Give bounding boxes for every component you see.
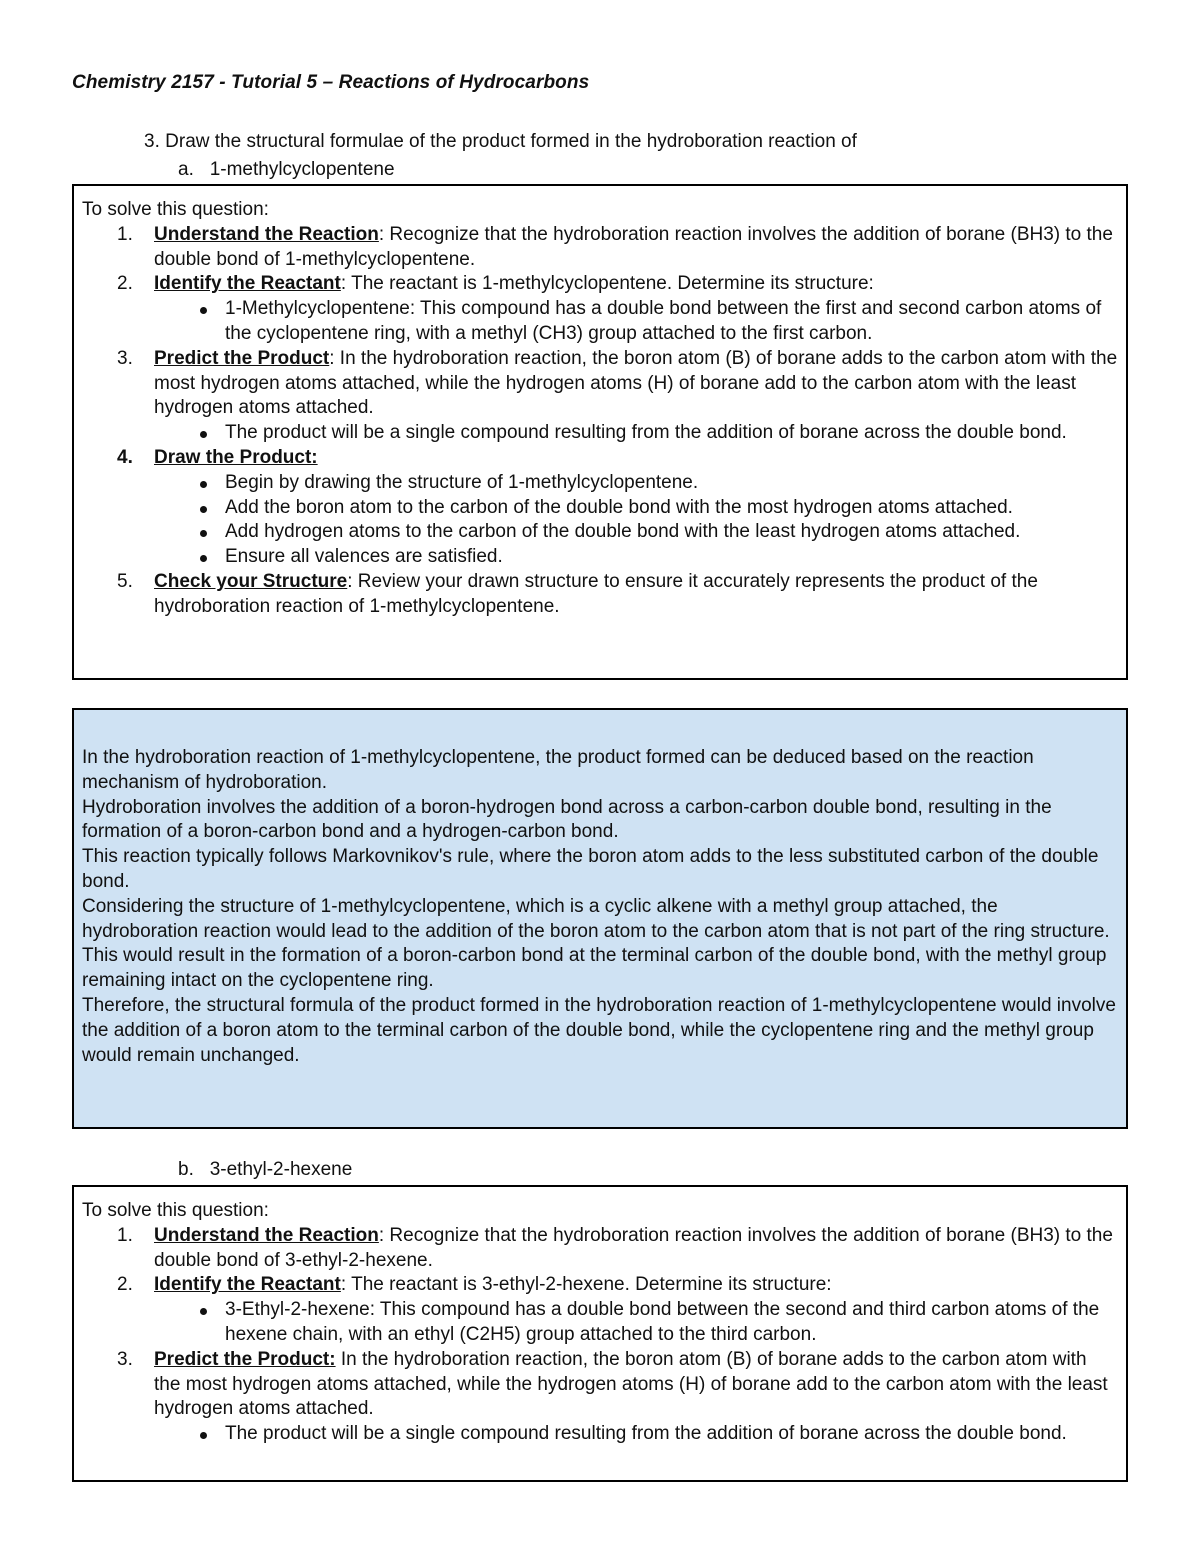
step-number: 3. (117, 1348, 133, 1370)
box-b-steps (82, 1224, 1118, 1447)
step-bullets (154, 471, 1118, 570)
solution-steps-box-b (72, 1185, 1128, 1482)
step-heading: Predict the Product (154, 347, 330, 369)
step-bullets (154, 1298, 1118, 1348)
document-title: Chemistry 2157 - Tutorial 5 – Reactions of Hydrocarbons (72, 72, 590, 93)
step-text: In the hydroboration reaction, the boron atom (B) of borane adds to the carbon atom with the most hydrogen atoms attached, while the hydrogen atoms (H) of borane add to the carbon atom with the least hydrogen atoms attached. (154, 1348, 1108, 1420)
solution-steps-box-a (72, 184, 1128, 680)
question-text: Draw the structural formulae of the product formed in the hydroboration reaction of (165, 131, 857, 152)
box-b-step-3 (82, 1348, 1118, 1447)
step-bullets (154, 421, 1118, 446)
part-b-letter: b. (178, 1159, 194, 1180)
question-number: 3. (144, 131, 160, 152)
bullet-item: Add hydrogen atoms to the carbon of the double bond with the least hydrogen atoms attached. (154, 520, 1118, 545)
answer-paragraph: In the hydroboration reaction of 1-methylcyclopentene, the product formed can be deduced based on the reaction mechanism of hydroboration. (82, 747, 1034, 793)
box-a-step-2 (82, 272, 1118, 346)
bullet-item: 1-Methylcyclopentene: This compound has a double bond between the first and second carbon atoms of the cyclopentene ring, with a methyl (CH3) group attached to the first carbon. (154, 297, 1118, 347)
step-text: : The reactant is 3-ethyl-2-hexene. Determine its structure: (340, 1274, 832, 1296)
step-heading: Understand the Reaction (154, 1224, 379, 1246)
box-a-lead: To solve this question: (82, 199, 269, 220)
bullet-item: The product will be a single compound resulting from the addition of borane across the double bond. (154, 421, 1118, 446)
box-a-step-4 (82, 446, 1118, 570)
box-b-step-1 (82, 1224, 1118, 1274)
part-a-letter: a. (178, 159, 194, 180)
bullet-item: Begin by drawing the structure of 1-methylcyclopentene. (154, 471, 1118, 496)
box-b-step-2 (82, 1273, 1118, 1347)
step-number: 1. (117, 1224, 133, 1246)
step-number: 4. (117, 446, 133, 468)
step-heading: Identify the Reactant (154, 273, 341, 295)
answer-paragraph: Therefore, the structural formula of the product formed in the hydroboration reaction of 1-methylcyclopentene would involve the addition of a boron atom to the terminal carbon of the double bond, while the cyclopentene ring and the methyl group would remain unchanged. (82, 994, 1116, 1066)
box-a-steps (82, 223, 1118, 620)
step-text: : Review your drawn structure to ensure it accurately represents the product of the hydroboration reaction of 1-methylcyclopentene. (154, 570, 1038, 617)
step-heading: Check your Structure (154, 570, 348, 592)
answer-paragraph: This would result in the formation of a boron-carbon bond at the terminal carbon of the double bond, with the methyl group remaining intact on the cyclopentene ring. (82, 945, 1107, 992)
box-a-step-1 (82, 223, 1118, 273)
step-heading: Understand the Reaction (154, 223, 379, 245)
box-a-step-5 (82, 570, 1118, 620)
step-text: : Recognize that the hydroboration reaction involves the addition of borane (BH3) to the double bond of 1-methylcyclopentene. (154, 223, 1113, 270)
step-bullets (154, 1422, 1118, 1447)
box-a-step-3 (82, 347, 1118, 446)
answer-paragraph: This reaction typically follows Markovnikov's rule, where the boron atom adds to the less substituted carbon of the double bond. (82, 846, 1099, 892)
part-b-text: 3-ethyl-2-hexene (209, 1159, 353, 1180)
bullet-item: 3-Ethyl-2-hexene: This compound has a double bond between the second and third carbon atoms of the hexene chain, with an ethyl (C2H5) group attached to the third carbon. (154, 1298, 1118, 1348)
bullet-item: Add the boron atom to the carbon of the double bond with the most hydrogen atoms attached. (154, 496, 1118, 521)
step-heading: Identify the Reactant (154, 1274, 341, 1296)
step-heading: Predict the Product: (154, 1348, 336, 1370)
answer-paragraph: Considering the structure of 1-methylcyclopentene, which is a cyclic alkene with a methyl group attached, the hydroboration reaction would lead to the addition of the boron atom to the carbon atom that is not part of the ring structure. (82, 895, 1110, 942)
question-3-line (144, 130, 857, 154)
part-a-text: 1-methylcyclopentene (209, 159, 395, 180)
bullet-item: Ensure all valences are satisfied. (154, 545, 1118, 570)
bullet-item: The product will be a single compound resulting from the addition of borane across the double bond. (154, 1422, 1118, 1447)
step-number: 2. (117, 1274, 133, 1296)
step-bullets (154, 297, 1118, 347)
step-number: 3. (117, 347, 133, 369)
step-number: 5. (117, 570, 133, 592)
step-text: : Recognize that the hydroboration reaction involves the addition of borane (BH3) to the double bond of 3-ethyl-2-hexene. (154, 1224, 1113, 1271)
part-a-label (178, 158, 395, 182)
answer-paragraph: Hydroboration involves the addition of a boron-hydrogen bond across a carbon-carbon double bond, resulting in the formation of a boron-carbon bond and a hydrogen-carbon bond. (82, 796, 1052, 843)
box-b-lead: To solve this question: (82, 1200, 269, 1221)
step-text: : In the hydroboration reaction, the boron atom (B) of borane adds to the carbon atom with the most hydrogen atoms attached, while the hydrogen atoms (H) of borane add to the carbon atom with the least hydrogen atoms attached. (154, 347, 1118, 419)
step-text: : The reactant is 1-methylcyclopentene. Determine its structure: (340, 273, 874, 295)
part-b-label (178, 1158, 352, 1182)
step-heading: Draw the Product: (154, 446, 318, 468)
step-number: 1. (117, 223, 133, 245)
answer-box-a (72, 708, 1128, 1129)
step-number: 2. (117, 273, 133, 295)
